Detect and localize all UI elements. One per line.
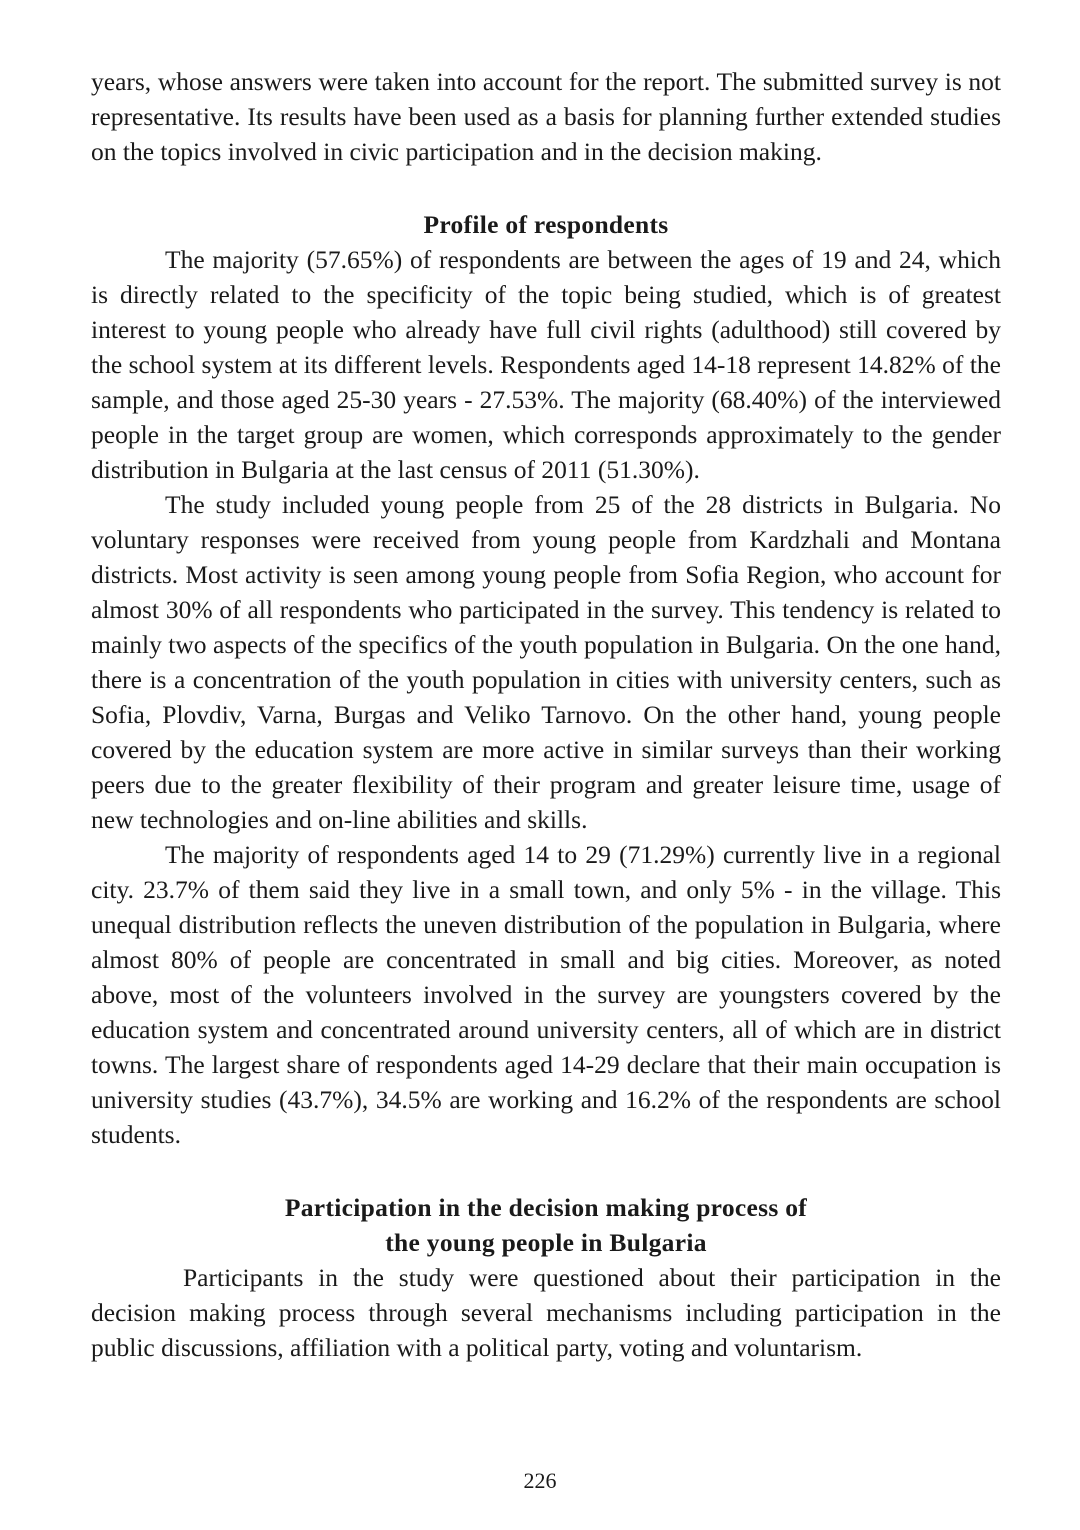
section-heading-line-2: the young people in Bulgaria bbox=[385, 1228, 707, 1257]
document-page bbox=[91, 64, 1001, 1365]
page-number: 226 bbox=[523, 1468, 557, 1493]
paragraph-districts: The study included young people from 25 of the 28 districts in Bulgaria. No voluntary responses were received from young people from Kardzhali and Montana districts. Most activity is seen among young people from Sofia Region, who account for almost 30% of all respondents who participated in the survey. This tendency is related to mainly two aspects of the specifics of the youth population in Bulgaria. On the one hand, there is a concentration of the youth population in cities with university centers, such as Sofia, Plovdiv, Varna, Burgas and Veliko Tarnovo. On the other hand, young people covered by the education system are more active in similar surveys than their working peers due to the greater flexibility of their program and greater leisure time, usage of new technologies and on-line abilities and skills. bbox=[91, 490, 1001, 834]
section-heading-participation bbox=[91, 1190, 1001, 1260]
section-heading-profile: Profile of respondents bbox=[423, 210, 669, 239]
intro-paragraph: years, whose answers were taken into account for the report. The submitted survey is not representative. Its results have been used as a basis for planning further extended studies on the topics involved in civic participation and in the decision making. bbox=[91, 67, 1001, 166]
section-heading-line-1: Participation in the decision making process of bbox=[284, 1193, 808, 1222]
paragraph-age-gender: The majority (57.65%) of respondents are between the ages of 19 and 24, which is directly related to the specificity of the topic being studied, which is of greatest interest to young people who already have full civil rights (adulthood) still covered by the school system at its different levels. Respondents aged 14-18 represent 14.82% of the sample, and those aged 25-30 years - 27.53%. The majority (68.40%) of the interviewed people in the target group are women, which corresponds approximately to the gender distribution in Bulgaria at the last census of 2011 (51.30%). bbox=[91, 245, 1001, 484]
paragraph-residence-occupation: The majority of respondents aged 14 to 29 (71.29%) currently live in a regional city. 23.7% of them said they live in a small town, and only 5% - in the village. This unequal distribution reflects the uneven distribution of the population in Bulgaria, where almost 80% of people are concentrated in small and big cities. Moreover, as noted above, most of the volunteers involved in the survey are youngsters covered by the education system and concentrated around university centers, all of which are in district towns. The largest share of respondents aged 14-29 declare that their main occupation is university studies (43.7%), 34.5% are working and 16.2% of the respondents are school students. bbox=[91, 840, 1001, 1149]
paragraph-participation: Participants in the study were questioned about their participation in the decision making process through several mechanisms including participation in the public discussions, affiliation with a political party, voting and voluntarism. bbox=[91, 1263, 1001, 1362]
